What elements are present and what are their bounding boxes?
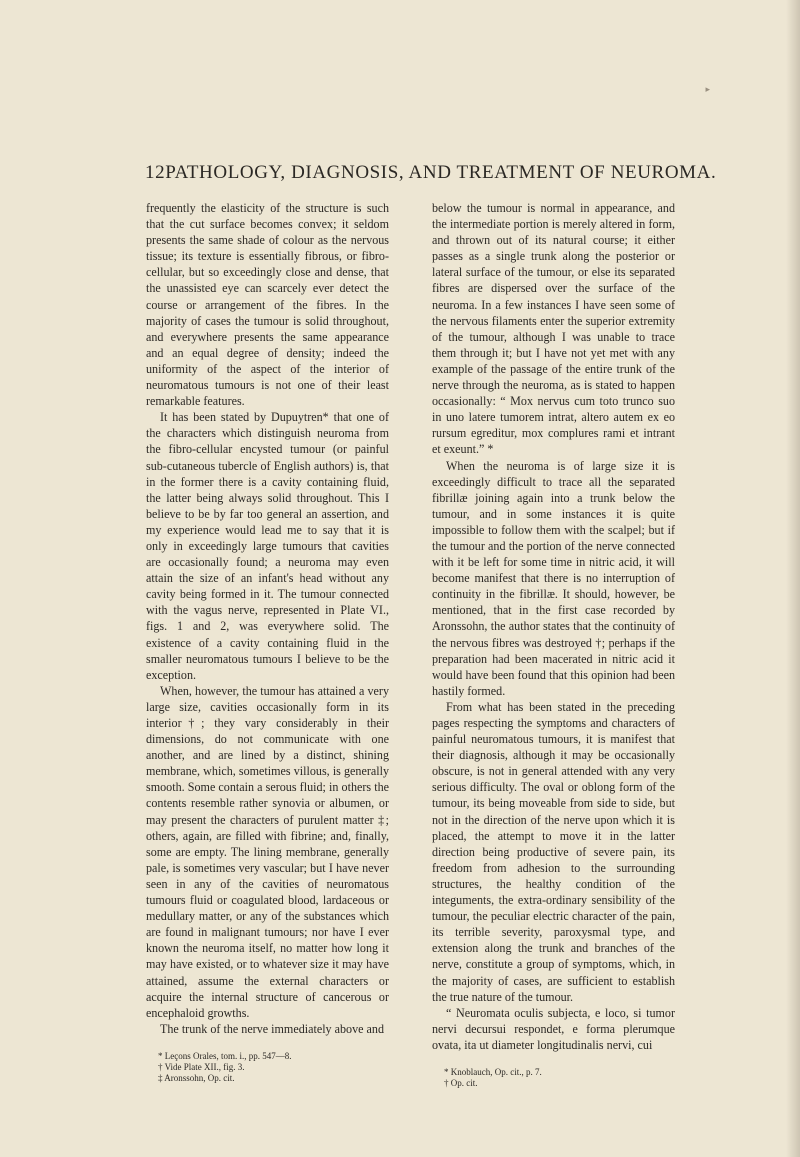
paragraph: It has been stated by Dupuytren* that one of the characters which distinguish neuroma from the fibro-cellular encysted tumour (or painful sub-cutaneous tubercle of English authors) is, that in the former there is a cavity containing fluid, the latter being always solid throughout. This I believe to be by far too general an assertion, and my experience would lead me to say that it is only in exceedingly large tumours that cavities are occasionally found; a neuroma may even attain the size of an infant's head without any cavity being formed in it. The tumour connected with the vagus nerve, represented in Plate VI., figs. 1 and 2, was everywhere solid. The existence of a cavity containing fluid in the smaller neuromatous tumours I believe to be the exception. xyxy=(146,410,389,682)
paragraph: When the neuroma is of large size it is exceedingly difficult to trace all the separated fibrillæ joining again into a trunk below the tumour, and in some instances it is quite impossible to follow them with the scalpel; but if the tumour and the portion of the nerve connected with it be left for some time in nitric acid, it will become manifest that there is no interruption of continuity in the fibrillæ. It should, however, be mentioned, that in the first case recorded by Aronssohn, the author states that the continuity of the nervous fibres was destroyed †; perhaps if the preparation had been macerated in nitric acid it would have been found that this opinion had been hastily formed. xyxy=(432,458,675,698)
paragraph: The trunk of the nerve immediately above and xyxy=(160,1021,384,1036)
footnote: * Knoblauch, Op. cit., p. 7. xyxy=(444,1066,542,1077)
paragraph: below the tumour is normal in appearance, and the intermediate portion is merely altered in form, and thrown out of its natural course; it either passes as a single trunk along the posterior or lateral surface of the tumour, or else its separated fibres are dispersed over the surface of the neuroma. In a few instances I have seen some of the nervous filaments enter the superior extremity of the tumour, although I was unable to trace them through it; but I have not yet met with any example of the passage of the entire trunk of the nerve through the neuroma, as is stated to happen occasionally: “ Mox nervus cum toto trunco suo in uno latere tumorem intrat, altero autem ex eo rursum egreditur, mox complures rami et intrant et exeunt.” * xyxy=(432,201,675,457)
page-header xyxy=(145,162,717,184)
right-column xyxy=(432,200,675,1089)
footnote: * Leçons Orales, tom. i., pp. 547—8. xyxy=(158,1050,292,1061)
left-column xyxy=(146,200,389,1084)
page-number: 12 xyxy=(145,162,166,183)
paragraph: When, however, the tumour has attained a very large size, cavities occasionally form in its interior†; they vary considerably in their dimensions, do not communicate with one another, and are lined by a distinct, shining membrane, which, sometimes villous, is generally smooth. Some contain a serous fluid; in others the contents resemble rather synovia or albumen, or may present the characters of purulent matter ‡; others, again, are filled with fibrine; and, finally, some are empty. The lining membrane, generally pale, is sometimes very vascular; but I have never seen in any of the cavities of neuromatous tumours fluid or coagulated blood, lardaceous or medullary matter, or any of the substances which are found in malignant tumours; nor have I ever known the neuroma itself, no matter how long it may have existed, or to whatever size it may have attained, assume the external characters or acquire the internal structure of cancerous or encephaloid growths. xyxy=(146,683,389,1020)
page-edge-shadow xyxy=(786,0,800,1157)
footnote: † Vide Plate XII., fig. 3. xyxy=(158,1062,245,1073)
footnote: † Op. cit. xyxy=(444,1078,478,1089)
footnotes xyxy=(432,1067,675,1089)
footnotes xyxy=(146,1051,389,1085)
running-title: PATHOLOGY, DIAGNOSIS, AND TREATMENT OF NEUROMA. xyxy=(165,162,717,183)
paragraph: “ Neuromata oculis subjecta, e loco, si tumor nervi decursui respondet, e forma plerumque ovata, ita ut diameter longitudinalis nervi, cui xyxy=(432,1005,675,1052)
page-edge-mark: ▸ xyxy=(705,84,710,94)
paragraph: frequently the elasticity of the structure is such that the cut surface becomes convex; it seldom presents the same shade of colour as the nervous tissue; its texture is essentially fibrous, or fibro-cellular, but so exceedingly close and dense, that the unassisted eye can scarcely ever detect the course or arrangement of the fibres. In the majority of cases the tumour is solid throughout, and everywhere presents the same appearance and an equal degree of density; indeed the uniformity of the aspect of the interior of neuromatous tumours is not one of their least remarkable features. xyxy=(146,201,389,409)
footnote: ‡ Aronssohn, Op. cit. xyxy=(158,1073,235,1084)
paragraph: From what has been stated in the preceding pages respecting the symptoms and characters of painful neuromatous tumours, it is manifest that their diagnosis, although it may be occasionally obscure, is not in general attended with any very serious difficulty. The oval or oblong form of the tumour, its being moveable from side to side, but not in the direction of the nerve upon which it is placed, the attempt to move it in the latter direction being productive of severe pain, its freedom from adhesion to the surrounding structures, the healthy condition of the integuments, the extra-ordinary sensibility of the tumour, the peculiar electric character of the pain, its terrible severity, paroxysmal type, and extension along the trunk and branches of the nerve, constitute a group of symptoms, which, in the majority of cases, are sufficient to establish the true nature of the tumour. xyxy=(432,699,675,1004)
